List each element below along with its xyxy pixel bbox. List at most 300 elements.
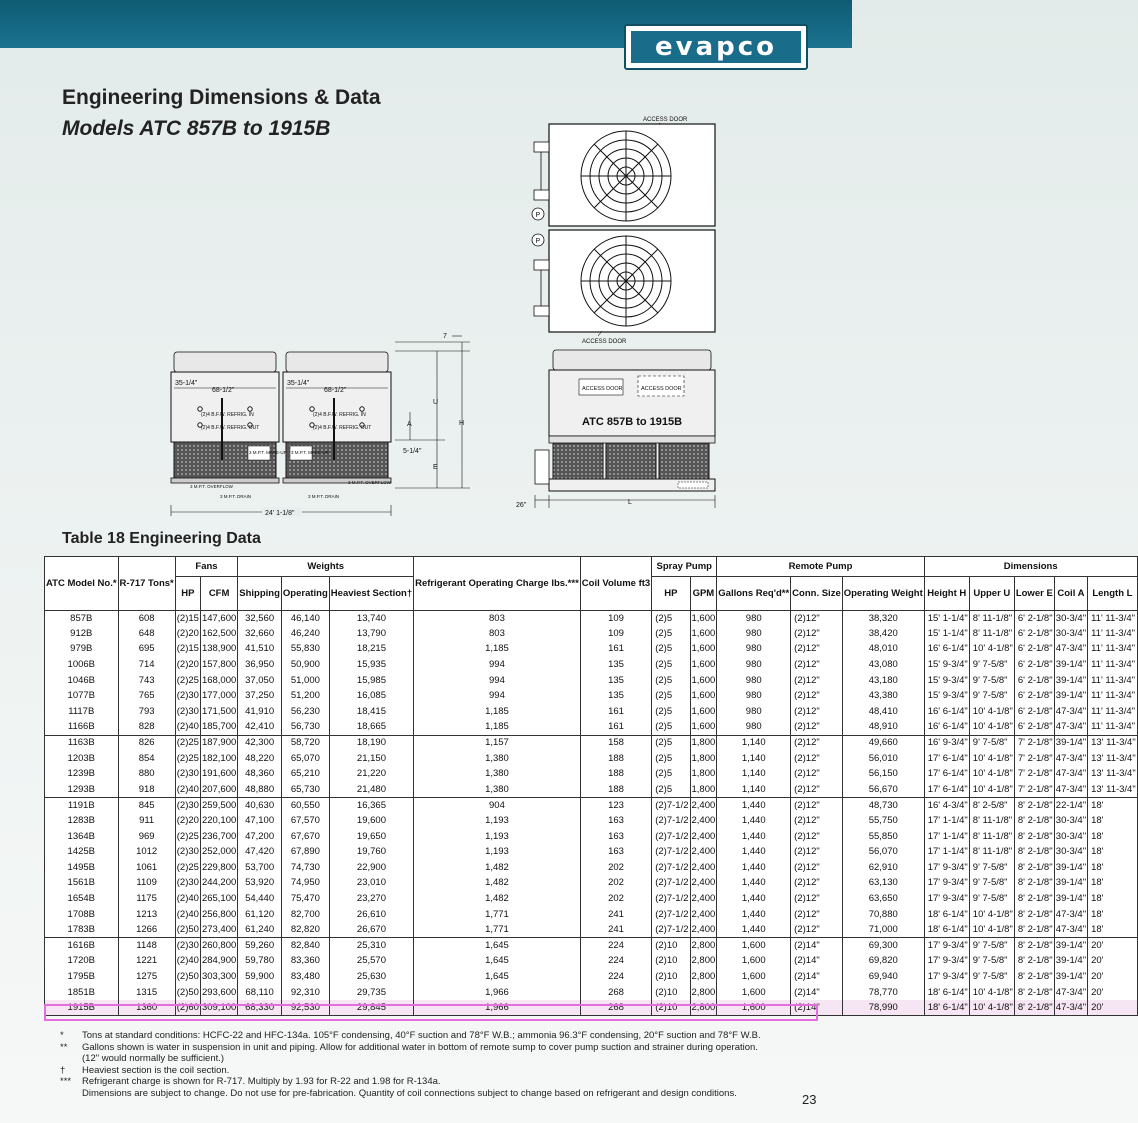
table-row	[45, 985, 1138, 1001]
table-row	[45, 704, 1138, 720]
plan-access-door-label: ACCESS DOOR	[643, 117, 688, 123]
table-cell: 78,990	[842, 1000, 924, 1016]
table-row	[45, 688, 1138, 704]
table-cell: 47-3/4"	[1054, 985, 1087, 1001]
dim-7: 7	[443, 333, 447, 340]
table-cell: 39-1/4"	[1054, 657, 1087, 673]
table-cell: 15,935	[329, 657, 413, 673]
table-cell: 8' 2-1/8"	[1014, 985, 1054, 1001]
table-row	[45, 844, 1138, 860]
header-operating: Operating	[281, 577, 329, 611]
table-cell: 2,400	[690, 891, 717, 907]
table-cell: 13,790	[329, 626, 413, 642]
table-cell: 994	[414, 657, 581, 673]
table-cell: 6' 2-1/8"	[1014, 720, 1054, 736]
table-cell: 16' 6-1/4"	[924, 704, 969, 720]
table-cell: 293,600	[200, 985, 237, 1001]
table-cell: 10' 4-1/8"	[969, 1000, 1014, 1016]
table-cell: 55,850	[842, 829, 924, 845]
table-cell: 1,600	[690, 642, 717, 658]
table-cell: 42,300	[238, 735, 282, 751]
table-cell: 1,482	[414, 876, 581, 892]
table-cell: 38,320	[842, 611, 924, 627]
header-gallons: Gallons Req'd**	[717, 577, 791, 611]
table-cell: 1012	[118, 844, 175, 860]
table-cell: (2)12"	[791, 891, 843, 907]
end-access-door-left: ACCESS DOOR	[582, 386, 623, 392]
table-cell: 1,645	[414, 954, 581, 970]
table-row	[45, 798, 1138, 814]
table-cell: 1,185	[414, 642, 581, 658]
table-cell: 803	[414, 611, 581, 627]
table-cell: 10' 4-1/8"	[969, 704, 1014, 720]
table-cell: 6' 2-1/8"	[1014, 688, 1054, 704]
dim-e: E	[433, 464, 438, 471]
header-spray-pump: Spray Pump	[652, 557, 717, 577]
table-cell: (2)30	[175, 938, 200, 954]
table-cell: 1915B	[45, 1000, 119, 1016]
table-cell: 163	[580, 813, 651, 829]
table-cell: 2,800	[690, 938, 717, 954]
table-cell: 188	[580, 782, 651, 798]
table-cell: 48,880	[238, 782, 282, 798]
table-cell: 1117B	[45, 704, 119, 720]
table-cell: 912B	[45, 626, 119, 642]
table-cell: (2)7-1/2	[652, 844, 690, 860]
table-cell: 714	[118, 657, 175, 673]
table-cell: (2)30	[175, 688, 200, 704]
table-cell: (2)10	[652, 938, 690, 954]
table-cell: 1,440	[717, 860, 791, 876]
dim-68-right: 68-1/2"	[324, 387, 347, 394]
table-cell: 1,600	[717, 938, 791, 954]
table-cell: 70,880	[842, 907, 924, 923]
table-cell: 18,665	[329, 720, 413, 736]
table-row	[45, 922, 1138, 938]
note-line	[60, 1030, 780, 1042]
table-cell: 17' 9-3/4"	[924, 891, 969, 907]
refrig-out-right: (2)4 B.F.W. REFRIG. OUT	[313, 425, 372, 431]
table-cell: 75,470	[281, 891, 329, 907]
table-cell: 1,600	[690, 626, 717, 642]
table-cell: 1061	[118, 860, 175, 876]
header-tons: R-717 Tons*	[118, 557, 175, 611]
model-plate-label: ATC 857B to 1915B	[582, 416, 683, 428]
table-cell: 69,940	[842, 969, 924, 985]
table-cell: 29,845	[329, 1000, 413, 1016]
table-cell: 18,415	[329, 704, 413, 720]
table-cell: 1293B	[45, 782, 119, 798]
end-elevation	[516, 350, 715, 509]
table-cell: 188	[580, 751, 651, 767]
table-cell: 6' 2-1/8"	[1014, 611, 1054, 627]
header-cfm: CFM	[200, 577, 237, 611]
note-line	[60, 1042, 780, 1054]
table-row	[45, 782, 1138, 798]
table-cell: 47-3/4"	[1054, 766, 1087, 782]
note-text: (12" would normally be sufficient.)	[82, 1053, 225, 1064]
table-cell: 2,800	[690, 954, 717, 970]
table-cell: 8' 11-1/8"	[969, 844, 1014, 860]
table-cell: 69,820	[842, 954, 924, 970]
table-cell: 51,000	[281, 673, 329, 689]
table-cell: 1,600	[690, 657, 717, 673]
table-cell: 92,530	[281, 1000, 329, 1016]
table-cell: 47-3/4"	[1054, 782, 1087, 798]
table-cell: (2)5	[652, 782, 690, 798]
table-cell: 53,920	[238, 876, 282, 892]
table-cell: 1616B	[45, 938, 119, 954]
table-cell: 11' 11-3/4"	[1088, 626, 1138, 642]
table-cell: 60,550	[281, 798, 329, 814]
table-cell: 268	[580, 985, 651, 1001]
table-cell: (2)10	[652, 1000, 690, 1016]
table-cell: 83,480	[281, 969, 329, 985]
table-cell: (2)30	[175, 704, 200, 720]
table-cell: 10' 4-1/8"	[969, 922, 1014, 938]
table-cell: 994	[414, 673, 581, 689]
table-cell: 11' 11-3/4"	[1088, 704, 1138, 720]
table-cell: 13' 11-3/4"	[1088, 782, 1138, 798]
table-cell: 21,220	[329, 766, 413, 782]
table-cell: (2)12"	[791, 813, 843, 829]
table-row	[45, 626, 1138, 642]
table-cell: 256,800	[200, 907, 237, 923]
table-cell: 18' 6-1/4"	[924, 907, 969, 923]
table-cell: 43,380	[842, 688, 924, 704]
table-cell: 1,140	[717, 751, 791, 767]
header-coil-volume: Coil Volume ft3	[580, 557, 651, 611]
table-cell: 309,100	[200, 1000, 237, 1016]
table-cell: 65,210	[281, 766, 329, 782]
table-cell: 1,440	[717, 876, 791, 892]
header-height: Height H	[924, 577, 969, 611]
table-cell: 1046B	[45, 673, 119, 689]
refrig-in-right: (2)4 B.F.W. REFRIG. IN	[313, 412, 366, 418]
header-lower: Lower E	[1014, 577, 1054, 611]
table-cell: 1,440	[717, 907, 791, 923]
note-symbol: †	[60, 1064, 66, 1076]
table-cell: 8' 2-1/8"	[1014, 907, 1054, 923]
table-cell: 8' 2-1/8"	[1014, 891, 1054, 907]
table-cell: 259,500	[200, 798, 237, 814]
table-cell: 18' 6-1/4"	[924, 985, 969, 1001]
table-cell: 8' 11-1/8"	[969, 611, 1014, 627]
table-cell: 191,600	[200, 766, 237, 782]
table-cell: 1,380	[414, 782, 581, 798]
table-cell: 11' 11-3/4"	[1088, 657, 1138, 673]
table-cell: 50,900	[281, 657, 329, 673]
table-cell: 2,800	[690, 985, 717, 1001]
engineering-data-table-wrap	[44, 556, 1136, 1016]
table-cell: 252,000	[200, 844, 237, 860]
table-cell: 16,365	[329, 798, 413, 814]
table-row	[45, 891, 1138, 907]
table-cell: 1425B	[45, 844, 119, 860]
table-row	[45, 1000, 1138, 1016]
table-cell: 47,420	[238, 844, 282, 860]
table-cell: 1,645	[414, 938, 581, 954]
table-row	[45, 907, 1138, 923]
table-cell: 49,660	[842, 735, 924, 751]
table-cell: (2)50	[175, 969, 200, 985]
table-cell: (2)7-1/2	[652, 891, 690, 907]
table-cell: 135	[580, 657, 651, 673]
table-cell: 10' 4-1/8"	[969, 782, 1014, 798]
table-cell: 38,420	[842, 626, 924, 642]
table-cell: (2)7-1/2	[652, 829, 690, 845]
table-cell: 8' 2-1/8"	[1014, 813, 1054, 829]
table-cell: 19,760	[329, 844, 413, 860]
table-cell: 828	[118, 720, 175, 736]
table-cell: 17' 6-1/4"	[924, 751, 969, 767]
table-cell: 1,482	[414, 860, 581, 876]
table-cell: 1,380	[414, 766, 581, 782]
table-cell: (2)50	[175, 922, 200, 938]
table-cell: 15' 9-3/4"	[924, 673, 969, 689]
table-cell: 10' 4-1/8"	[969, 751, 1014, 767]
table-cell: 39-1/4"	[1054, 938, 1087, 954]
note-symbol: **	[60, 1041, 68, 1053]
dim-h: H	[459, 420, 465, 427]
table-cell: (2)12"	[791, 766, 843, 782]
table-cell: 904	[414, 798, 581, 814]
table-row	[45, 813, 1138, 829]
table-cell: 1720B	[45, 954, 119, 970]
table-cell: (2)20	[175, 657, 200, 673]
table-cell: 265,100	[200, 891, 237, 907]
table-cell: 17' 1-1/4"	[924, 813, 969, 829]
table-cell: 1,645	[414, 969, 581, 985]
table-cell: 2,400	[690, 798, 717, 814]
table-cell: (2)10	[652, 969, 690, 985]
table-cell: 1,771	[414, 907, 581, 923]
table-cell: 53,700	[238, 860, 282, 876]
table-cell: 18'	[1088, 798, 1138, 814]
header-spray-hp: HP	[652, 577, 690, 611]
note-line	[60, 1076, 780, 1088]
table-cell: 1,482	[414, 891, 581, 907]
table-cell: 18'	[1088, 829, 1138, 845]
table-cell: 1,157	[414, 735, 581, 751]
table-cell: 18,190	[329, 735, 413, 751]
table-cell: 68,330	[238, 1000, 282, 1016]
note-text: Refrigerant charge is shown for R-717. Multiply by 1.93 for R-22 and 1.98 for R-134a.	[82, 1076, 441, 1087]
table-cell: (2)12"	[791, 657, 843, 673]
table-cell: 17' 9-3/4"	[924, 969, 969, 985]
table-cell: (2)5	[652, 657, 690, 673]
note-symbol: ***	[60, 1076, 72, 1087]
table-cell: (2)5	[652, 688, 690, 704]
table-cell: 40,630	[238, 798, 282, 814]
table-cell: 202	[580, 876, 651, 892]
note-symbol: *	[60, 1030, 64, 1041]
table-cell: 1148	[118, 938, 175, 954]
table-cell: 11' 11-3/4"	[1088, 688, 1138, 704]
table-cell: 857B	[45, 611, 119, 627]
table-cell: 17' 9-3/4"	[924, 860, 969, 876]
table-cell: 67,890	[281, 844, 329, 860]
table-cell: (2)12"	[791, 673, 843, 689]
table-cell: 123	[580, 798, 651, 814]
dim-26: 26"	[516, 502, 527, 509]
table-cell: 43,180	[842, 673, 924, 689]
table-cell: (2)14"	[791, 969, 843, 985]
table-cell: 147,600	[200, 611, 237, 627]
note-text: Dimensions are subject to change. Do not use for pre-fabrication. Quantity of coil connections subject to change based on refrigerant and design conditions.	[82, 1087, 737, 1099]
table-cell: 241	[580, 907, 651, 923]
table-row	[45, 735, 1138, 751]
table-cell: 30-3/4"	[1054, 844, 1087, 860]
table-cell: 59,260	[238, 938, 282, 954]
table-cell: 854	[118, 751, 175, 767]
table-cell: 30-3/4"	[1054, 829, 1087, 845]
table-cell: 8' 2-1/8"	[1014, 876, 1054, 892]
table-cell: 1,193	[414, 844, 581, 860]
table-cell: (2)40	[175, 782, 200, 798]
end-access-door-right: ACCESS DOOR	[641, 386, 682, 392]
pump-label-top: P	[535, 212, 541, 219]
table-cell: 1166B	[45, 720, 119, 736]
table-cell: (2)12"	[791, 626, 843, 642]
table-cell: 1708B	[45, 907, 119, 923]
table-cell: 202	[580, 891, 651, 907]
table-row	[45, 969, 1138, 985]
table-cell: 18' 6-1/4"	[924, 1000, 969, 1016]
table-cell: 303,300	[200, 969, 237, 985]
table-cell: 980	[717, 688, 791, 704]
table-cell: (2)12"	[791, 688, 843, 704]
table-cell: 25,630	[329, 969, 413, 985]
table-cell: 1,966	[414, 985, 581, 1001]
table-cell: (2)12"	[791, 704, 843, 720]
table-cell: 273,400	[200, 922, 237, 938]
table-cell: 18'	[1088, 860, 1138, 876]
note-symbol	[60, 1088, 82, 1100]
table-cell: (2)40	[175, 954, 200, 970]
table-cell: 48,220	[238, 751, 282, 767]
table-cell: 994	[414, 688, 581, 704]
table-cell: 15' 1-1/4"	[924, 626, 969, 642]
table-cell: 244,200	[200, 876, 237, 892]
table-cell: 171,500	[200, 704, 237, 720]
table-cell: 8' 2-1/8"	[1014, 938, 1054, 954]
overflow-right: 3 M.P.T. OVERFLOW	[348, 480, 391, 485]
table-cell: 1006B	[45, 657, 119, 673]
table-cell: 46,140	[281, 611, 329, 627]
table-cell: 185,700	[200, 720, 237, 736]
table-cell: 793	[118, 704, 175, 720]
table-cell: 56,010	[842, 751, 924, 767]
header-shipping: Shipping	[238, 577, 282, 611]
table-cell: 18'	[1088, 907, 1138, 923]
table-cell: (2)5	[652, 735, 690, 751]
table-cell: 59,780	[238, 954, 282, 970]
table-cell: (2)5	[652, 626, 690, 642]
table-cell: 6' 2-1/8"	[1014, 673, 1054, 689]
table-cell: 224	[580, 969, 651, 985]
table-cell: 32,560	[238, 611, 282, 627]
table-cell: 918	[118, 782, 175, 798]
table-cell: 187,900	[200, 735, 237, 751]
table-cell: 22-1/4"	[1054, 798, 1087, 814]
table-row	[45, 938, 1138, 954]
table-cell: 1315	[118, 985, 175, 1001]
dim-35-left: 35-1/4"	[175, 380, 198, 387]
table-cell: 1,440	[717, 844, 791, 860]
table-cell: 1,185	[414, 704, 581, 720]
table-cell: 51,200	[281, 688, 329, 704]
table-cell: 39-1/4"	[1054, 860, 1087, 876]
table-cell: 13' 11-3/4"	[1088, 735, 1138, 751]
table-cell: 13,740	[329, 611, 413, 627]
page-title: Engineering Dimensions & Data	[62, 86, 381, 109]
table-cell: 161	[580, 720, 651, 736]
table-cell: (2)10	[652, 985, 690, 1001]
table-cell: 220,100	[200, 813, 237, 829]
table-cell: 65,070	[281, 751, 329, 767]
header-heaviest: Heaviest Section†	[329, 577, 413, 611]
table-cell: (2)25	[175, 735, 200, 751]
table-cell: 1,600	[717, 969, 791, 985]
table-cell: 163	[580, 844, 651, 860]
table-cell: 8' 11-1/8"	[969, 829, 1014, 845]
table-cell: (2)12"	[791, 876, 843, 892]
table-cell: 1,380	[414, 751, 581, 767]
table-cell: 82,700	[281, 907, 329, 923]
table-cell: 1221	[118, 954, 175, 970]
table-cell: 20'	[1088, 985, 1138, 1001]
end-louver-2	[606, 443, 656, 479]
brand-logo-text: evapco	[654, 32, 777, 62]
table-cell: 1,600	[717, 985, 791, 1001]
table-cell: 1561B	[45, 876, 119, 892]
dim-total-width: 24' 1-1/8"	[265, 510, 295, 517]
table-cell: 1,600	[690, 673, 717, 689]
table-cell: 16,085	[329, 688, 413, 704]
table-cell: (2)7-1/2	[652, 907, 690, 923]
table-cell: 1,600	[690, 611, 717, 627]
table-cell: 47-3/4"	[1054, 1000, 1087, 1016]
table-cell: (2)5	[652, 611, 690, 627]
table-cell: 42,410	[238, 720, 282, 736]
table-cell: 82,820	[281, 922, 329, 938]
table-cell: (2)14"	[791, 954, 843, 970]
table-cell: 62,910	[842, 860, 924, 876]
table-cell: (2)60	[175, 1000, 200, 1016]
table-cell: 67,570	[281, 813, 329, 829]
table-cell: 29,735	[329, 985, 413, 1001]
table-cell: 19,600	[329, 813, 413, 829]
table-cell: 18' 6-1/4"	[924, 922, 969, 938]
table-cell: (2)7-1/2	[652, 876, 690, 892]
table-cell: (2)30	[175, 844, 200, 860]
table-cell: 39-1/4"	[1054, 876, 1087, 892]
table-cell: 54,440	[238, 891, 282, 907]
table-cell: 20'	[1088, 1000, 1138, 1016]
table-cell: 980	[717, 657, 791, 673]
table-cell: 26,610	[329, 907, 413, 923]
table-cell: 21,150	[329, 751, 413, 767]
table-cell: 47-3/4"	[1054, 720, 1087, 736]
table-cell: 608	[118, 611, 175, 627]
end-louver-1	[553, 443, 603, 479]
table-cell: (2)12"	[791, 720, 843, 736]
table-cell: (2)5	[652, 673, 690, 689]
table-cell: 1,440	[717, 922, 791, 938]
dim-35-right: 35-1/4"	[287, 380, 310, 387]
table-cell: 10' 4-1/8"	[969, 907, 1014, 923]
